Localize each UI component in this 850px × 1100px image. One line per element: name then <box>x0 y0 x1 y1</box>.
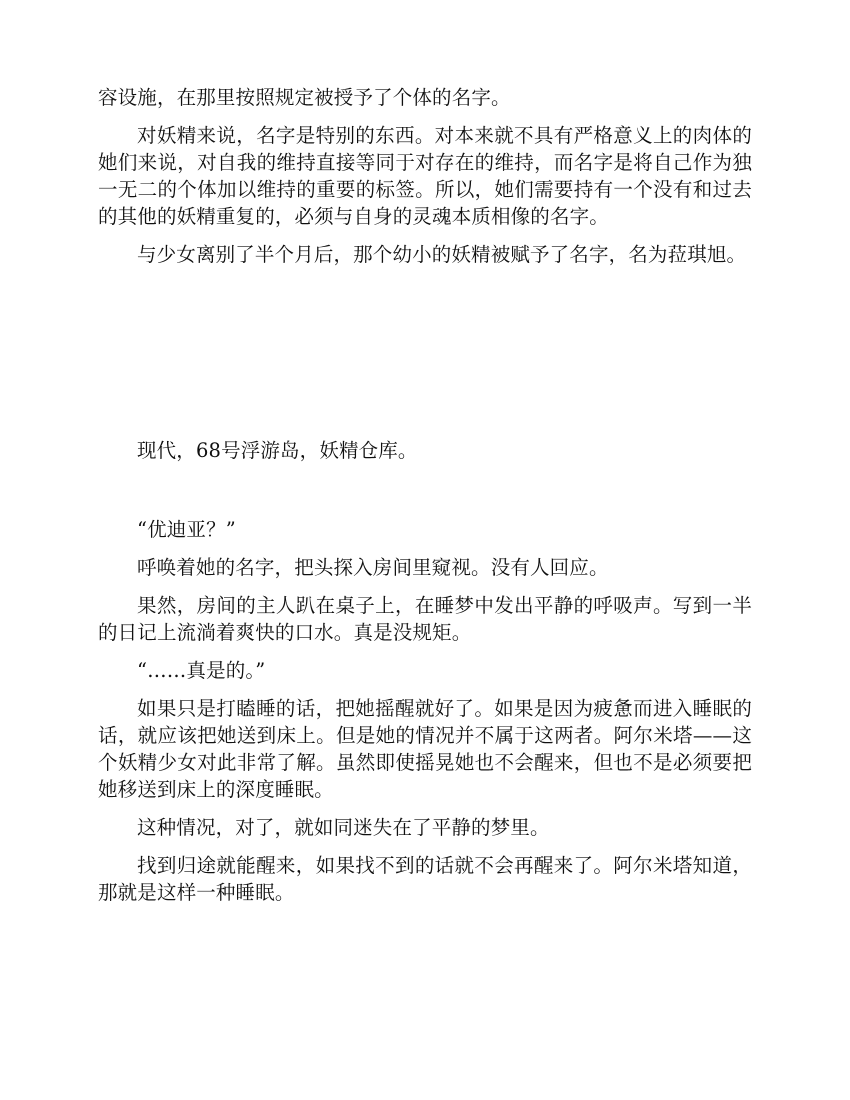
dialogue-line-really: “……真是的。” <box>137 659 266 682</box>
scene-heading-spacer <box>98 464 752 516</box>
dialogue-line-yuudia: “优迪亚？” <box>137 518 236 541</box>
paragraph-return-path: 找到归途就能醒来，如果找不到的话就不会再醒来了。阿尔米塔知道，那就是这样一种睡眠。 <box>98 854 752 904</box>
paragraph-calling-name: 呼唤着她的名字，把头探入房间里窥视。没有人回应。 <box>137 556 609 579</box>
paragraph-almita-understanding: 如果只是打瞌睡的话，把她摇醒就好了。如果是因为疲惫而进入睡眠的话，就应该把她送到床上。但是她的情况并不属于这两者。阿尔米塔——这个妖精少女对此非常了解。虽然即使摇晃她也不会醒来，但也不是必须要把她移送到床上的深度睡眠。 <box>98 697 752 801</box>
paragraph-naming-event: 与少女离别了半个月后，那个幼小的妖精被赋予了名字，名为菈琪旭。 <box>137 243 747 266</box>
paragraph-sleeping-at-desk: 果然，房间的主人趴在桌子上，在睡梦中发出平静的呼吸声。写到一半的日记上流淌着爽快的口水。真是没规矩。 <box>98 594 752 644</box>
paragraph-continuation: 容设施，在那里按照规定被授予了个体的名字。 <box>98 86 511 109</box>
scene-break-spacer <box>98 279 752 437</box>
paragraph-lost-in-dream: 这种情况，对了，就如同迷失在了平静的梦里。 <box>137 816 550 839</box>
scene-heading: 现代，68号浮游岛，妖精仓库。 <box>137 439 418 462</box>
paragraph-fairy-names: 对妖精来说，名字是特别的东西。对本来就不具有严格意义上的肉体的她们来说，对自我的维持直接等同于对存在的维持，而名字是将自己作为独一无二的个体加以维持的重要的标签。所以，她们需要持有一个没有和过去的其他的妖精重复的，必须与自身的灵魂本质相像的名字。 <box>98 124 752 228</box>
page-text-block <box>98 84 752 917</box>
